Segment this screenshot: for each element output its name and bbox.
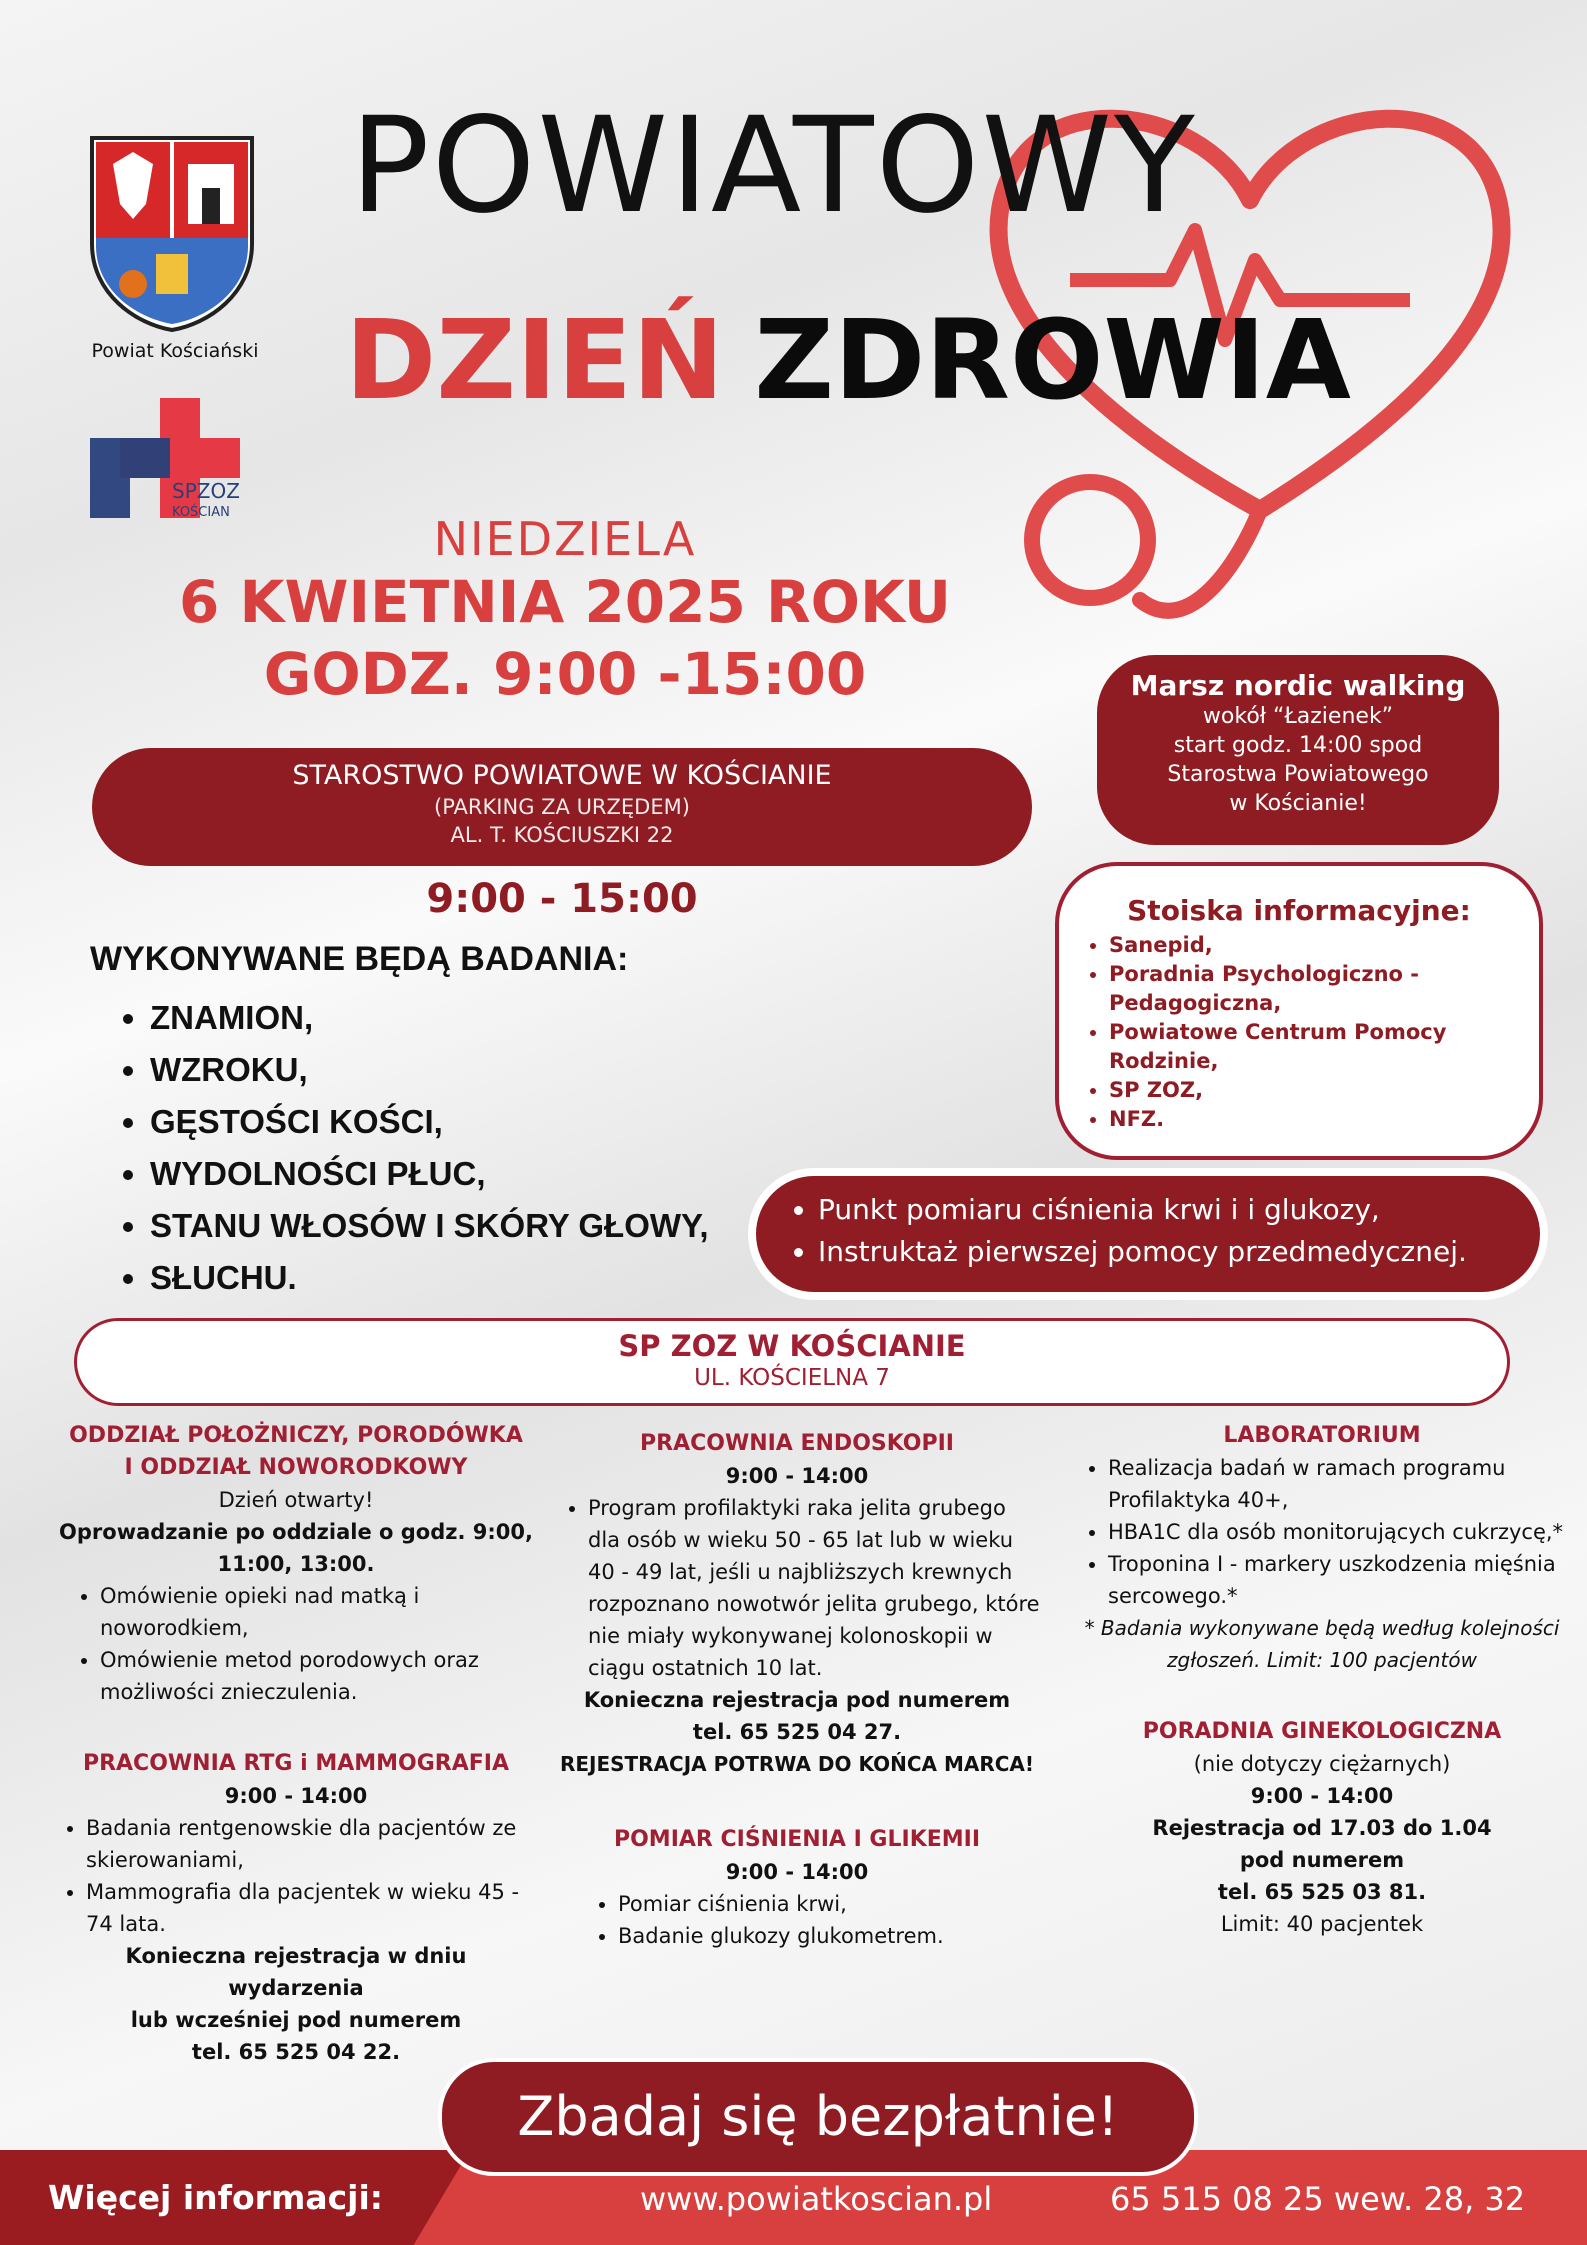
- logo-subtext: KOŚCIAN: [172, 505, 230, 520]
- list-item: • WYDOLNOŚCI PŁUC,: [150, 1148, 709, 1200]
- nordic-line: start godz. 14:00 spod: [1173, 733, 1423, 758]
- nordic-walking-box: [1097, 655, 1499, 845]
- nordic-line: w Kościanie!: [1229, 791, 1367, 816]
- footer-phone: 65 515 08 25 wew. 28, 32: [1110, 2180, 1526, 2218]
- endoskopia-hours: 9:00 - 14:00: [725, 1464, 869, 1488]
- ginekologia-limit: Limit: 40 pacjentek: [1220, 1912, 1424, 1936]
- oddzial-title: ODDZIAŁ POŁOŻNICZY, PORODÓWKA: [69, 1423, 523, 1448]
- nordic-line: Starostwa Powiatowego: [1167, 762, 1429, 787]
- oddzial-title-2: I ODDZIAŁ NOWORODKOWY: [124, 1455, 468, 1480]
- footer-website-link[interactable]: www.powiatkoscian.pl: [640, 2180, 993, 2218]
- title-zdrowia: ZDROWIA: [754, 296, 1351, 424]
- list-item: • Program profilaktyki raka jelita grubego dla osób w wieku 50 - 65 lat lub w wieku 40 - 49 lat, jeśli u najbliższych krewnych rozpoznano nowotwór jelita grubego, które nie miały wykonywanej kolonoskopii w ciągu ostatnich 10 lat.: [588, 1492, 1042, 1684]
- list-item: • STANU WŁOSÓW I SKÓRY GŁOWY,: [150, 1200, 709, 1252]
- starostwo-address: AL. T. KOŚCIUSZKI 22: [450, 823, 674, 847]
- coat-label: Powiat Kościański: [91, 340, 259, 362]
- endoskopia-phone: tel. 65 525 04 27.: [692, 1720, 902, 1744]
- ginekologia-hours: 9:00 - 14:00: [1250, 1784, 1394, 1808]
- column-right: [1074, 1420, 1570, 1940]
- column-middle: [552, 1428, 1042, 1952]
- list-item: • Badanie glukozy glukometrem.: [618, 1920, 1042, 1952]
- exams-list: [110, 992, 709, 1304]
- spzoz-title: SP ZOZ W KOŚCIANIE: [618, 1329, 966, 1363]
- starostwo-parking: (PARKING ZA URZĘDEM): [434, 795, 690, 819]
- list-item: • HBA1C dla osób monitorujących cukrzycę,*: [1108, 1516, 1570, 1548]
- list-item: • Omówienie opieki nad matką i noworodkiem,: [100, 1580, 536, 1644]
- stoiska-title: Stoiska informacyjne:: [1127, 894, 1471, 927]
- spzoz-banner: [74, 1318, 1510, 1406]
- pomiar-title: POMIAR CIŚNIENIA I GLIKEMII: [613, 1827, 981, 1852]
- rtg-title: PRACOWNIA RTG i MAMMOGRAFIA: [82, 1751, 510, 1776]
- list-item: • WZROKU,: [150, 1044, 709, 1096]
- ginekologia-title: PORADNIA GINEKOLOGICZNA: [1142, 1719, 1502, 1744]
- list-item: • Realizacja badań w ramach programu Profilaktyka 40+,: [1108, 1452, 1570, 1516]
- list-item: • NFZ.: [1109, 1105, 1539, 1134]
- ginekologia-reg: Rejestracja od 17.03 do 1.04: [1152, 1816, 1492, 1840]
- spzoz-address: UL. KOŚCIELNA 7: [694, 1365, 890, 1391]
- stoiska-box: [1055, 862, 1543, 1160]
- title-dzien: DZIEŃ: [345, 296, 725, 424]
- ginekologia-phone: tel. 65 525 03 81.: [1217, 1880, 1427, 1904]
- list-item: • Punkt pomiaru ciśnienia krwi i i glukozy,: [818, 1189, 1540, 1231]
- punkt-box: [748, 1168, 1548, 1300]
- title-powiatowy: POWIATOWY: [350, 89, 1197, 243]
- starostwo-name: STAROSTWO POWIATOWE W KOŚCIANIE: [292, 760, 832, 791]
- rtg-note: Konieczna rejestracja w dniu wydarzenia: [125, 1944, 467, 2000]
- cta-banner: Zbadaj się bezpłatnie!: [438, 2058, 1198, 2176]
- oddzial-open-day: Dzień otwarty!: [218, 1488, 374, 1512]
- list-item: • Poradnia Psychologiczno - Pedagogiczna,: [1109, 960, 1539, 1018]
- endoskopia-warning: REJESTRACJA POTRWA DO KOŃCA MARCA!: [559, 1752, 1035, 1776]
- column-left: [56, 1420, 536, 2068]
- list-item: • Sanepid,: [1109, 931, 1539, 960]
- list-item: • SŁUCHU.: [150, 1252, 709, 1304]
- logo-text: SPZOZ: [172, 479, 240, 503]
- list-item: • ZNAMION,: [150, 992, 709, 1044]
- rtg-phone: tel. 65 525 04 22.: [191, 2040, 401, 2064]
- title-dzien-zdrowia: [345, 296, 1351, 424]
- list-item: • Mammografia dla pacjentek w wieku 45 - 74 lata.: [86, 1876, 536, 1940]
- nordic-line: wokół “Łazienek”: [1202, 704, 1394, 729]
- rtg-hours: 9:00 - 14:00: [224, 1784, 368, 1808]
- ginekologia-sub: (nie dotyczy ciężarnych): [1193, 1752, 1451, 1776]
- exams-title: WYKONYWANE BĘDĄ BADANIA:: [90, 940, 629, 978]
- date-day: NIEDZIELA: [433, 512, 697, 566]
- coat-of-arms-icon: [88, 134, 256, 334]
- list-item: • Badania rentgenowskie dla pacjentów ze skierowaniami,: [86, 1812, 536, 1876]
- list-item: • Omówienie metod porodowych oraz możliwości znieczulenia.: [100, 1644, 536, 1708]
- oddzial-tour: Oprowadzanie po oddziale o godz. 9:00, 11:00, 13:00.: [59, 1520, 533, 1576]
- ginekologia-reg-2: pod numerem: [1239, 1848, 1405, 1872]
- starostwo-pill: [92, 748, 1032, 866]
- laboratorium-title: LABORATORIUM: [1223, 1423, 1421, 1448]
- date-date: 6 KWIETNIA 2025 ROKU: [178, 568, 952, 636]
- starostwo-hours: 9:00 - 15:00: [426, 876, 698, 922]
- list-item: • Powiatowe Centrum Pomocy Rodzinie,: [1109, 1018, 1539, 1076]
- list-item: • Pomiar ciśnienia krwi,: [618, 1888, 1042, 1920]
- list-item: • GĘSTOŚCI KOŚCI,: [150, 1096, 709, 1148]
- endoskopia-note: Konieczna rejestracja pod numerem: [583, 1688, 1011, 1712]
- list-item: • Troponina I - markery uszkodzenia mięśnia sercowego.*: [1108, 1548, 1570, 1612]
- footer-more-info: Więcej informacji:: [48, 2178, 383, 2217]
- date-hours: GODZ. 9:00 -15:00: [263, 640, 867, 708]
- rtg-note-2: lub wcześniej pod numerem: [130, 2008, 462, 2032]
- list-item: • SP ZOZ,: [1109, 1076, 1539, 1105]
- list-item: • Instruktaż pierwszej pomocy przedmedycznej.: [818, 1231, 1540, 1273]
- endoskopia-title: PRACOWNIA ENDOSKOPII: [640, 1431, 954, 1456]
- spzoz-logo: [90, 398, 270, 528]
- laboratorium-note: * Badania wykonywane będą według kolejności zgłoszeń. Limit: 100 pacjentów: [1084, 1616, 1560, 1672]
- nordic-title: Marsz nordic walking: [1130, 669, 1466, 702]
- pomiar-hours: 9:00 - 14:00: [725, 1860, 869, 1884]
